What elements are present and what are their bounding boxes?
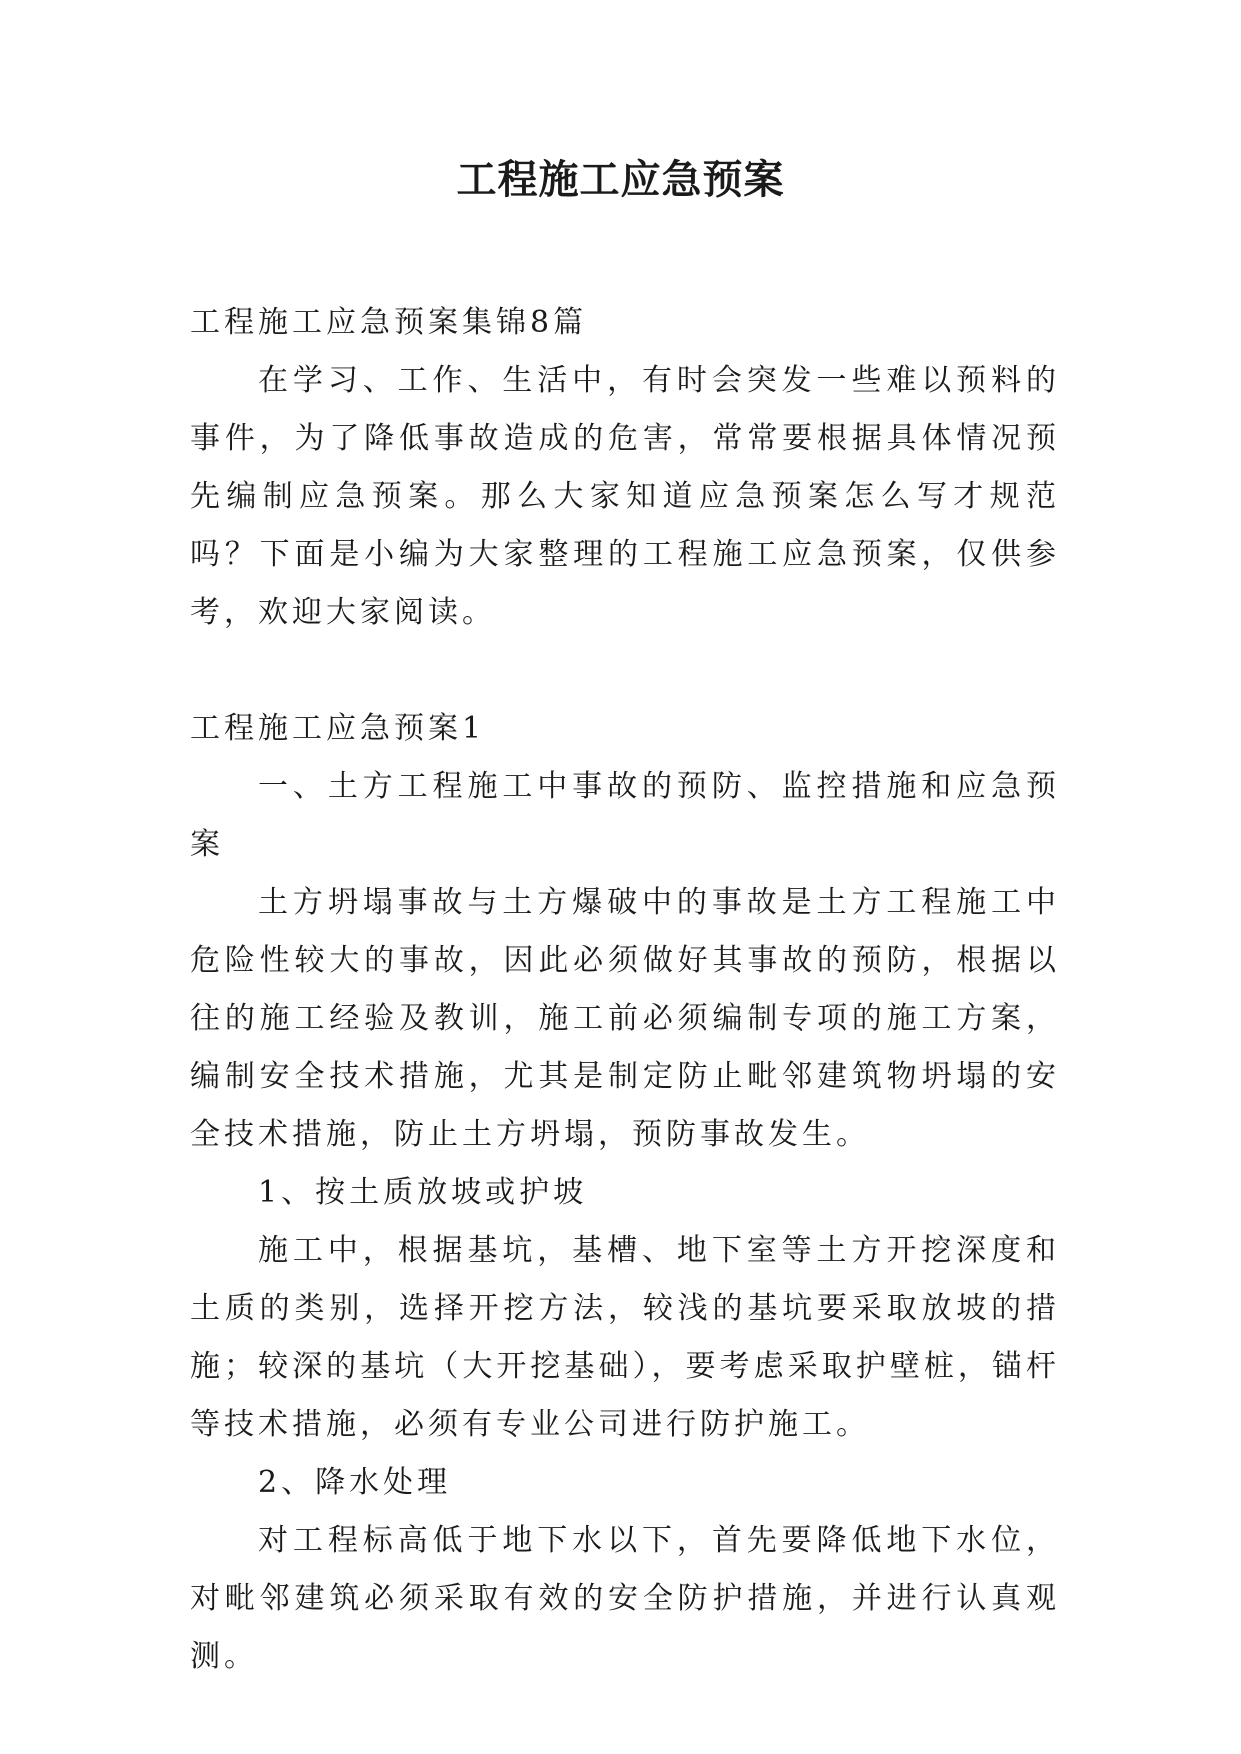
paragraph-gap: [190, 642, 1060, 700]
document-body: [190, 294, 1060, 1686]
document-title: 工程施工应急预案: [456, 156, 785, 203]
item-paragraph-1: 施工中，根据基坑，基槽、地下室等土方开挖深度和土质的类别，选择开挖方法，较浅的基坑要采取放坡的措施；较深的基坑（大开挖基础），要考虑采取护壁桩，锚杆等技术措施，必须有专业公司进行防护施工。: [190, 1233, 1060, 1442]
section-heading: 工程施工应急预案1: [190, 711, 486, 746]
document-subtitle: 工程施工应急预案集锦8篇: [190, 305, 588, 340]
item-paragraph-2: 对工程标高低于地下水以下，首先要降低地下水位，对毗邻建筑必须采取有效的安全防护措施，并进行认真观测。: [190, 1523, 1060, 1674]
intro-paragraph: 在学习、工作、生活中，有时会突发一些难以预料的事件，为了降低事故造成的危害，常常要根据具体情况预先编制应急预案。那么大家知道应急预案怎么写才规范吗？下面是小编为大家整理的工程施工应急预案，仅供参考，欢迎大家阅读。: [190, 363, 1060, 630]
item-heading-2: 2、降水处理: [258, 1465, 452, 1500]
item-heading-1: 1、按土质放坡或护坡: [258, 1175, 588, 1210]
part-heading: 一、土方工程施工中事故的预防、监控措施和应急预案: [190, 769, 1060, 862]
part-paragraph: 土方坍塌事故与土方爆破中的事故是土方工程施工中危险性较大的事故，因此必须做好其事故的预防，根据以往的施工经验及教训，施工前必须编制专项的施工方案，编制安全技术措施，尤其是制定防止毗邻建筑物坍塌的安全技术措施，防止土方坍塌，预防事故发生。: [190, 885, 1060, 1152]
